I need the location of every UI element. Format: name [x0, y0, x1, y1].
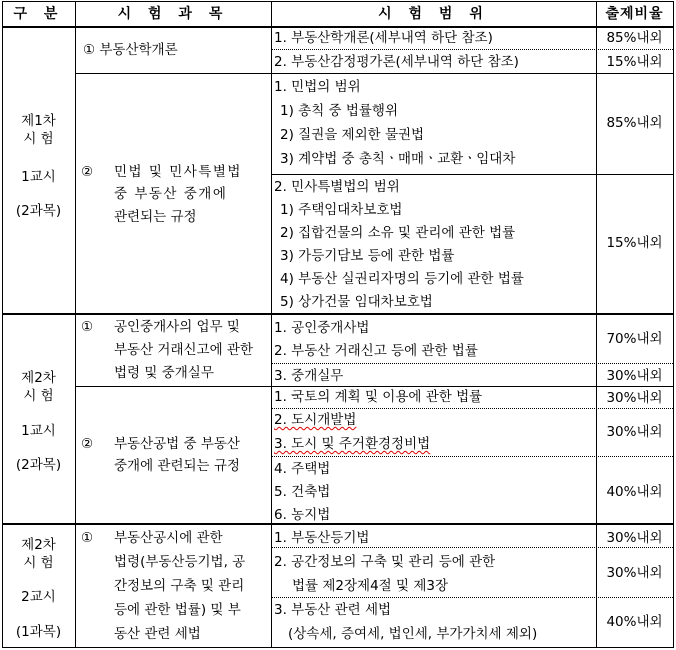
- scope-line: 2. 공간정보의 구축 및 관리 등에 관한: [274, 554, 496, 570]
- scope-line: 4) 부동산 실권리자명의 등기에 관한 법률: [280, 271, 524, 287]
- table-right-border: [673, 1, 674, 648]
- header-ratio: 출제비율: [605, 6, 664, 22]
- header-bottom-border: [2, 26, 674, 28]
- section2-exam: 시 험: [23, 388, 54, 404]
- exam-scope-table: [2, 1, 674, 648]
- ratio-value: 40%내외: [606, 484, 663, 500]
- scope-line: 2. 부동산감정평가론(세부내역 하단 참조): [274, 54, 519, 70]
- section1-bottom-border: [2, 313, 674, 315]
- row-divider: [271, 597, 673, 598]
- scope-line: 1. 부동산등기법: [274, 530, 370, 546]
- table-top-border: [2, 1, 674, 2]
- row-divider: [271, 408, 673, 409]
- section2-bottom-border: [2, 523, 674, 525]
- table-bottom-border: [2, 647, 674, 648]
- scope-line: 2) 집합건물의 소유 및 관리에 관한 법률: [280, 225, 516, 241]
- row-divider: [271, 363, 673, 364]
- ratio-value: 85%내외: [606, 115, 663, 131]
- subject-line: 부동산공법 중 부동산: [114, 436, 240, 452]
- subject-line: 법령 및 중개실무: [114, 365, 214, 381]
- subject-line: 동산 관련 세법: [114, 626, 201, 642]
- scope-line: 2. 부동산 거래신고 등에 관한 법률: [274, 343, 478, 359]
- scope-line: 1. 공인중개사법: [274, 320, 370, 336]
- section3-count: (1과목): [15, 624, 62, 640]
- scope-line: 1) 총칙 중 법률행위: [280, 103, 399, 119]
- scope-line: 3) 가등기담보 등에 관한 법률: [280, 248, 455, 264]
- scope-line: 3. 도시 및 주거환경정비법: [274, 436, 431, 452]
- scope-line: 3. 중개실무: [274, 368, 344, 384]
- header-category: 구 분: [13, 6, 64, 22]
- section1-period: 1교시: [21, 169, 56, 185]
- row-divider: [75, 73, 673, 74]
- scope-line: 5. 건축법: [274, 484, 331, 500]
- ratio-value: 15%내외: [606, 54, 663, 70]
- scope-line: 6. 농지법: [274, 507, 331, 523]
- ratio-value: 30%내외: [606, 424, 663, 440]
- subject-line: 법령(부동산등기법, 공: [114, 554, 246, 570]
- row-divider: [271, 49, 673, 50]
- section1-exam: 시 험: [23, 131, 54, 147]
- scope-line: (상속세, 증여세, 법인세, 부가가치세 제외): [288, 626, 538, 642]
- ratio-value: 70%내외: [606, 331, 663, 347]
- subject-number: ①: [81, 319, 94, 335]
- subject-line: 공인중개사의 업무 및: [114, 319, 240, 335]
- subject-line: 부동산 거래신고에 관한: [114, 342, 253, 358]
- ratio-value: 85%내외: [606, 30, 663, 46]
- column-divider: [596, 1, 597, 648]
- scope-line: 1. 국토의 계획 및 이용에 관한 법률: [274, 389, 483, 405]
- subject-line: 부동산공시에 관한: [114, 530, 223, 546]
- column-divider: [75, 1, 76, 648]
- subject-number: ①: [81, 530, 94, 546]
- section2-count: (2과목): [15, 457, 62, 473]
- row-divider: [271, 174, 673, 175]
- row-divider: [75, 386, 673, 387]
- scope-line: 법률 제2장제4절 및 제3장: [292, 578, 449, 594]
- subject-line: 간정보의 구축 및 관리: [114, 578, 245, 594]
- section3-title: 제2차: [21, 537, 56, 553]
- subject-line: 중개에 관련되는 규정: [114, 458, 240, 474]
- ratio-value: 30%내외: [606, 530, 663, 546]
- scope-line: 2) 질권을 제외한 물권법: [280, 127, 425, 143]
- ratio-value: 30%내외: [606, 390, 663, 406]
- section1-title: 제1차: [21, 113, 56, 129]
- scope-line: 1) 주택임대차보호법: [280, 202, 403, 218]
- header-subject: 시 험 과 목: [117, 6, 229, 22]
- section2-title: 제2차: [21, 370, 56, 386]
- section3-period: 2교시: [21, 589, 56, 605]
- header-scope: 시 험 범 위: [378, 6, 489, 22]
- scope-line: 1. 부동산학개론(세부내역 하단 참조): [274, 30, 493, 46]
- row-divider: [271, 456, 673, 457]
- scope-line: 5) 상가건물 임대차보호법: [280, 294, 433, 310]
- ratio-value: 40%내외: [606, 614, 663, 630]
- section2-period: 1교시: [21, 423, 56, 439]
- section3-exam: 시 험: [23, 555, 54, 571]
- scope-line: 3. 부동산 관련 세법: [274, 602, 392, 618]
- subject-line: 등에 관한 법률) 및 부: [114, 602, 241, 618]
- scope-line: 2. 도시개발법: [274, 412, 357, 428]
- scope-line: 2. 민사특별법의 범위: [274, 179, 400, 195]
- ratio-value: 30%내외: [606, 368, 663, 384]
- subject-number: ②: [81, 164, 94, 180]
- column-divider: [271, 1, 272, 648]
- section1-subject1: ① 부동산학개론: [83, 42, 178, 58]
- subject-line: 중 부동산 중개에: [114, 186, 228, 202]
- subject-line: 민법 및 민사특별법: [114, 164, 242, 180]
- subject-number: ②: [81, 436, 94, 452]
- subject-line: 관련되는 규정: [114, 209, 197, 225]
- section1-count: (2과목): [15, 203, 62, 219]
- row-divider: [271, 547, 673, 548]
- ratio-value: 15%내외: [606, 235, 663, 251]
- scope-line: 4. 주택법: [274, 461, 331, 477]
- scope-line: 1. 민법의 범위: [274, 79, 361, 95]
- scope-line: 3) 계약법 중 총칙ㆍ매매ㆍ교환ㆍ임대차: [280, 151, 516, 167]
- ratio-value: 30%내외: [606, 565, 663, 581]
